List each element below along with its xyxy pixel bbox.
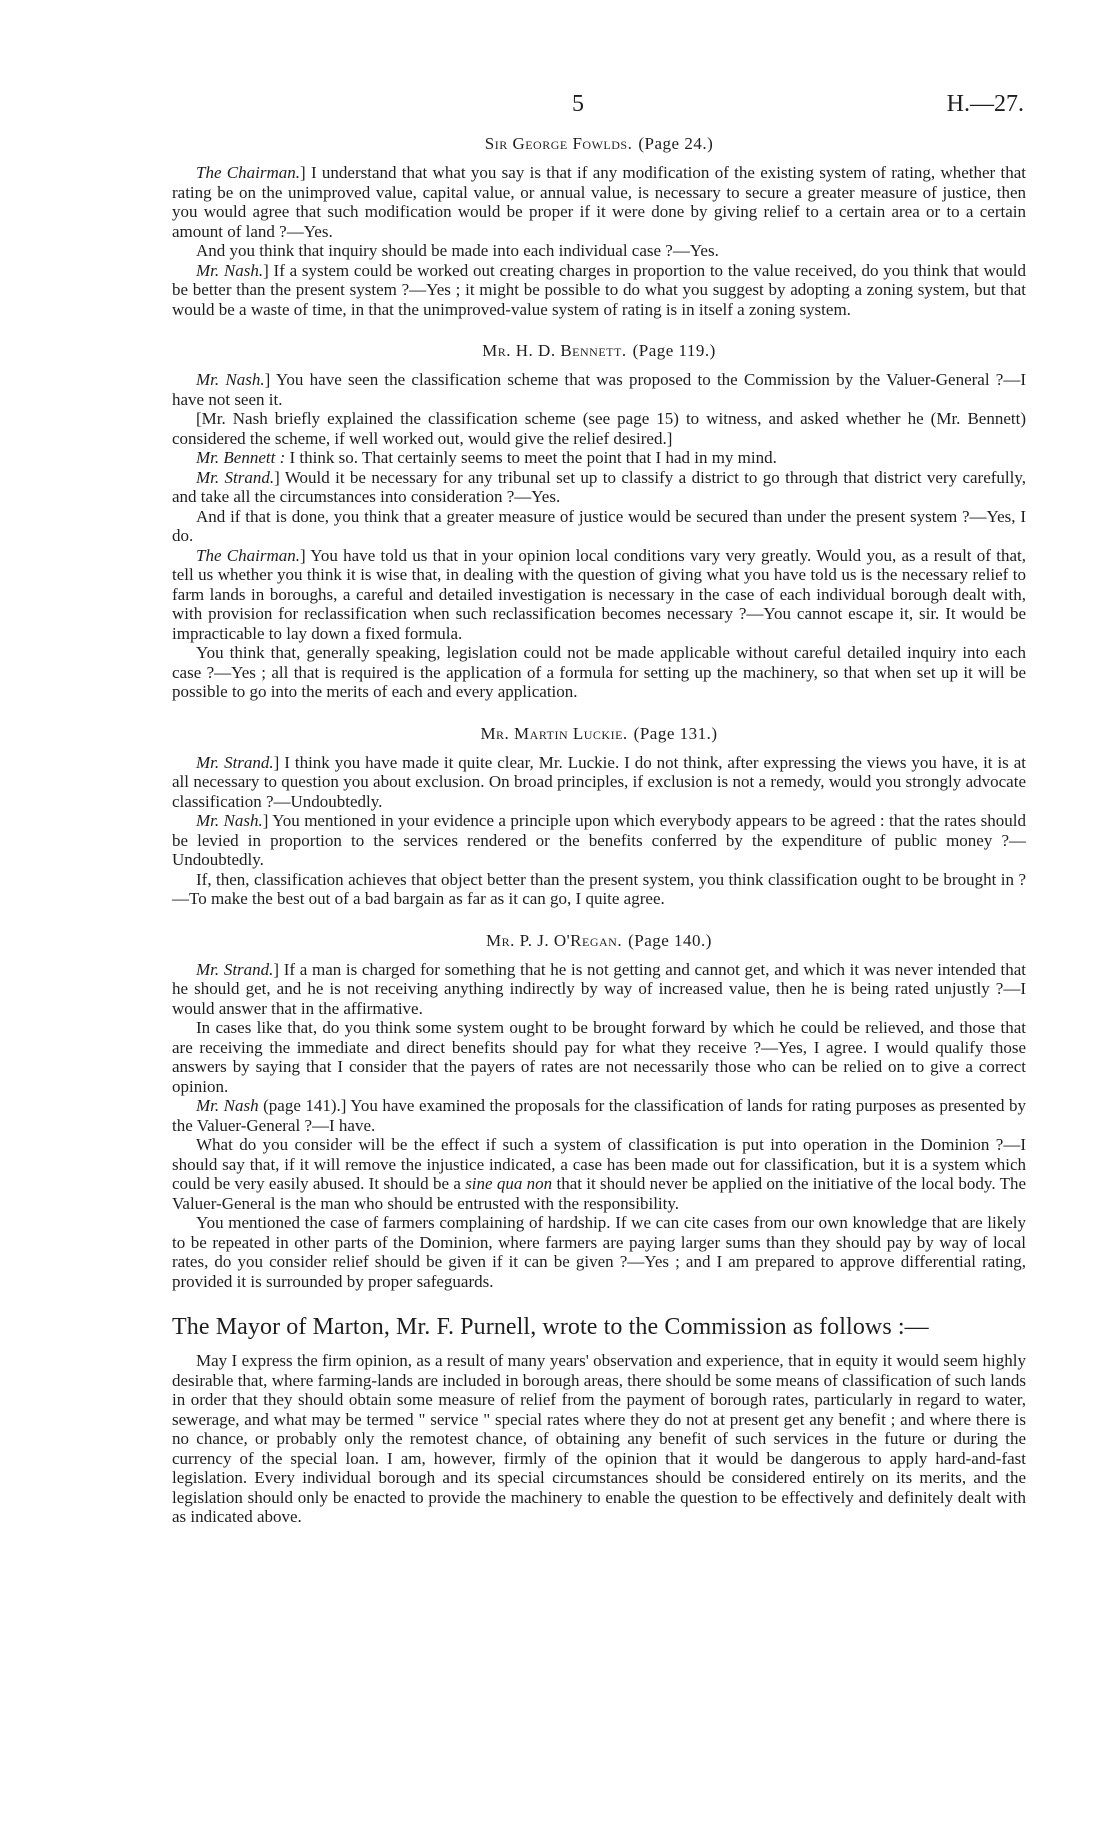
- testimony-paragraph: [172, 163, 1026, 241]
- speaker: Mr. Bennett :: [196, 448, 286, 467]
- paragraph-text: You think that, generally speaking, legislation could not be made applicable without careful detailed inquiry into each case ?—Yes ; all that is required is the application of a formula for setting up the machinery, so that when set up it will be possible to go into the merits of each and every application.: [172, 643, 1026, 701]
- paragraph-text: ] You have seen the classification scheme that was proposed to the Commission by the Valuer-General ?—I have not seen it.: [172, 370, 1026, 409]
- section-heading: [172, 724, 1026, 744]
- paragraph-text: [Mr. Nash briefly explained the classification scheme (see page 15) to witness, and asked whether he (Mr. Bennett) considered the scheme, if well worked out, would give the relief desired.]: [172, 409, 1026, 448]
- paragraph-text: If, then, classification achieves that object better than the present system, you think classification ought to be brought in ?—To make the best out of a bad bargain as far as it can go, I quite agree.: [172, 869, 1026, 908]
- paragraph-text: In cases like that, do you think some system ought to be brought forward by which he could be relieved, and those that are receiving the immediate and direct benefits should pay for what they receive ?—Yes, I agree. I would qualify those answers by saying that I consider that the payers of rates are not necessarily those who can be relied on to give a correct opinion.: [172, 1018, 1026, 1096]
- paragraph-text: ] Would it be necessary for any tribunal set up to classify a district to go through that district very carefully, and take all the circumstances into consideration ?—Yes.: [172, 467, 1026, 506]
- speaker: Mr. Nash.: [196, 260, 264, 280]
- testimony-paragraph: [172, 241, 1026, 261]
- testimony-paragraph: [172, 643, 1026, 702]
- witness-name: Mr. P. J. O'Regan.: [486, 930, 623, 950]
- testimony-paragraph: [172, 1213, 1026, 1291]
- speaker: Mr. Strand.: [196, 467, 275, 487]
- speaker: Mr. Nash: [196, 1096, 259, 1115]
- letter-section: [172, 1313, 1026, 1527]
- paragraph-text: (page 141).] You have examined the proposals for the classification of lands for rating purposes as presented by the Valuer-General ?—I have.: [172, 1096, 1026, 1135]
- testimony-paragraph: [172, 370, 1026, 409]
- testimony-section: [172, 724, 1026, 909]
- page-reference: (Page 140.): [628, 930, 712, 950]
- testimony-section: [172, 341, 1026, 702]
- paragraph-text: ] You mentioned in your evidence a principle upon which everybody appears to be agreed : that the rates should be levied in proportion to the services rendered or the benefits conferred by the expenditure of public money ?—Undoubtedly.: [172, 811, 1026, 869]
- speaker: The Chairman.: [196, 163, 300, 182]
- letter-body: May I express the firm opinion, as a result of many years' observation and experience, that in equity it would seem highly desirable that, where farming-lands are included in borough areas, there should be some means of classification of such lands in order that they should obtain some measure of relief from the payment of borough rates, particularly in regard to water, sewerage, and what may be termed " service " special rates where they do not at present get any benefit ; and where there is no chance, or probably only the remotest chance, of obtaining any benefit of such services in the future or during the currency of the special loan. I am, however, firmly of the opinion that it would be dangerous to apply hard-and-fast legislation. Every individual borough and its special circumstances should be considered entirely on its merits, and the legislation should only be enacted to provide the machinery to enable the question to be effectively and definitely dealt with as indicated above.: [172, 1351, 1026, 1526]
- paragraph-text: What do you consider will be the effect if such a system of classification is put into operation in the Dominion ?—I should say that, if it will remove the injustice indicated, a case has been made out for classification, but it is a system which could be very easily abused. It should be a: [172, 1135, 1026, 1193]
- section-heading: [172, 134, 1026, 154]
- section-heading: [172, 931, 1026, 951]
- paragraph-text: You mentioned the case of farmers complaining of hardship. If we can cite cases from our own knowledge that are likely to be repeated in other parts of the Dominion, where farmers are paying larger sums than they should pay by way of local rates, do you consider relief should be given if it can be given ?—Yes ; and I am prepared to approve differential rating, provided it is surrounded by proper safeguards.: [172, 1213, 1026, 1291]
- paragraph-text: ] I think you have made it quite clear, Mr. Luckie. I do not think, after expressing the views you have, it is at all necessary to question you about exclusion. On broad principles, if exclusion is not a remedy, would you strongly advocate classification ?—Undoubtedly.: [172, 752, 1026, 811]
- paragraph-text: And you think that inquiry should be made into each individual case ?—Yes.: [196, 241, 719, 260]
- testimony-paragraph: [172, 546, 1026, 644]
- witness-name: Sir George Fowlds.: [484, 134, 633, 153]
- testimony-section: [172, 931, 1026, 1292]
- testimony-paragraph: [172, 261, 1026, 320]
- testimony-section: [172, 134, 1026, 319]
- testimony-paragraph: [172, 960, 1026, 1019]
- testimony-paragraph: [172, 468, 1026, 507]
- page-number: 5: [572, 91, 584, 117]
- paragraph-text: ] If a man is charged for something that he is not getting and cannot get, and which it was never intended that he should get, and he is not receiving anything indirectly by way of increased value, then he is being rated unjustly ?—I would answer that in the affirmative.: [172, 959, 1027, 1018]
- testimony-paragraph: [172, 448, 1026, 468]
- page-reference: (Page 131.): [633, 723, 718, 743]
- letter-heading: The Mayor of Marton, Mr. F. Purnell, wrote to the Commission as follows :—: [172, 1314, 929, 1340]
- testimony-paragraph: [172, 409, 1026, 448]
- latin-term: sine qua non: [465, 1174, 553, 1193]
- testimony-paragraph: [172, 1135, 1026, 1213]
- testimony-paragraph: [172, 507, 1026, 546]
- document-reference: H.—27.: [946, 91, 1024, 117]
- paragraph-text-continued: that it should never be applied on the initiative of the local body. The Valuer-General is the man who should be entrusted with the responsibility.: [172, 1174, 1026, 1213]
- paragraph-text: ] You have told us that in your opinion local conditions vary very greatly. Would you, as a result of that, tell us whether you think it is wise that, in dealing with the question of giving what you have told us is the necessary relief to farm lands in boroughs, a careful and detailed investigation is necessary in the case of each individual borough dealt with, with provision for reclassification when such reclassification becomes necessary ?—You cannot escape it, sir. It would be impracticable to lay down a fixed formula.: [172, 545, 1026, 643]
- witness-name: Mr. H. D. Bennett.: [482, 341, 627, 360]
- speaker: Mr. Strand.: [196, 752, 274, 772]
- witness-name: Mr. Martin Luckie.: [480, 723, 628, 743]
- speaker: Mr. Nash.: [196, 370, 265, 389]
- page-reference: (Page 24.): [638, 134, 714, 153]
- paragraph-text: And if that is done, you think that a greater measure of justice would be secured than under the present system ?—Yes, I do.: [172, 506, 1026, 545]
- section-heading: [172, 341, 1026, 361]
- paragraph-text: ] If a system could be worked out creating charges in proportion to the value received, do you think that would be better than the present system ?—Yes ; it might be possible to do what you suggest by adopting a zoning system, but that would be a waste of time, in that the unimproved-value system of rating is in itself a zoning system.: [172, 260, 1026, 319]
- paragraph-text: ] I understand that what you say is that if any modification of the existing system of rating, whether that rating be on the unimproved value, capital value, or annual value, is necessary to secure a greater measure of justice, then you would agree that such modification would be proper if it were done by giving relief to a certain area or to a certain amount of land ?—Yes.: [172, 163, 1026, 241]
- speaker: The Chairman.: [196, 545, 300, 565]
- testimony-paragraph: [172, 753, 1026, 812]
- page-reference: (Page 119.): [632, 341, 716, 360]
- speaker: Mr. Strand.: [196, 959, 274, 979]
- testimony-paragraph: [172, 870, 1026, 909]
- paragraph-text: I think so. That certainly seems to meet the point that I had in my mind.: [285, 448, 777, 467]
- testimony-paragraph: [172, 1018, 1026, 1096]
- testimony-paragraph: [172, 1096, 1026, 1135]
- testimony-paragraph: [172, 811, 1026, 870]
- page-header: [172, 90, 1026, 134]
- speaker: Mr. Nash.: [196, 811, 263, 830]
